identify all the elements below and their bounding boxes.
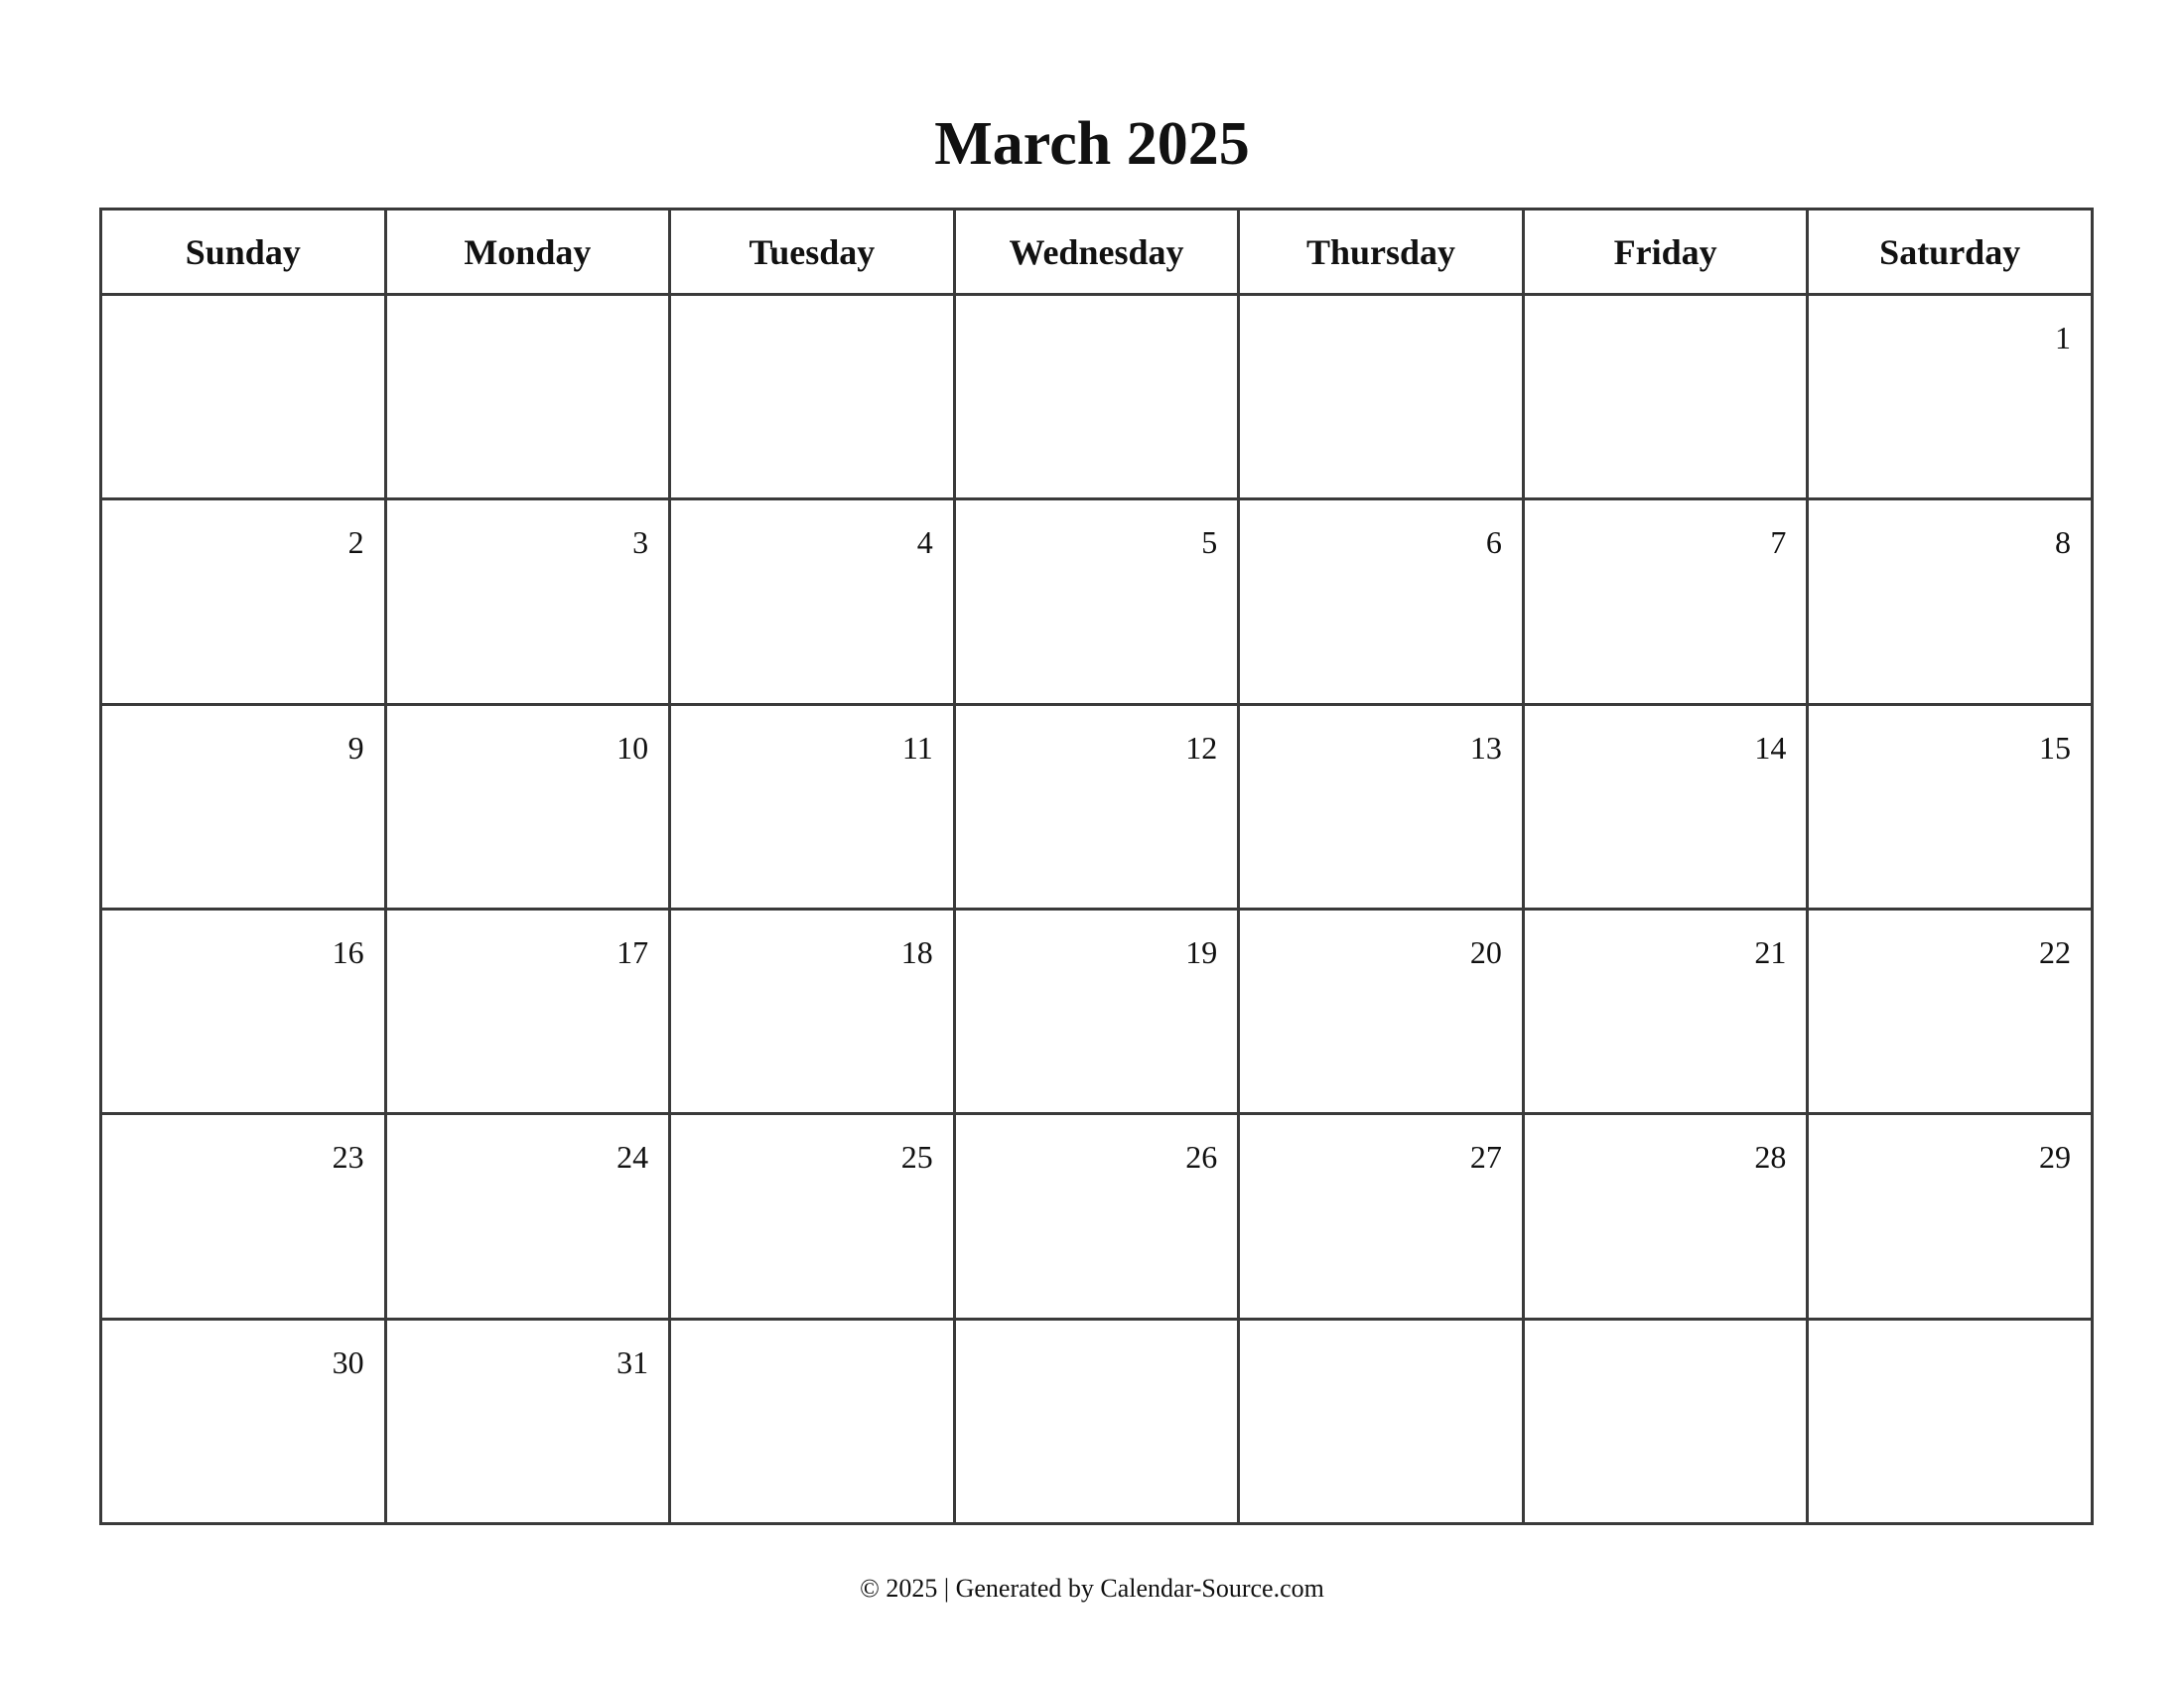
day-cell — [385, 1319, 670, 1523]
day-cell — [954, 1114, 1239, 1319]
calendar-title: March 2025 — [934, 110, 1250, 178]
day-number: 21 — [1754, 933, 1787, 970]
day-cell — [1808, 295, 2093, 499]
day-number: 20 — [1469, 933, 1502, 970]
week-row — [101, 499, 2093, 704]
day-number: 15 — [2039, 729, 2071, 766]
week-row — [101, 1114, 2093, 1319]
day-cell — [1239, 295, 1524, 499]
day-cell — [1808, 1319, 2093, 1523]
day-cell — [101, 295, 386, 499]
week-row — [101, 704, 2093, 909]
weekday-header: Sunday — [101, 210, 386, 295]
day-number — [102, 296, 384, 318]
day-number — [1240, 1321, 1522, 1342]
day-number — [956, 296, 1238, 318]
day-cell — [670, 909, 955, 1113]
day-number — [1525, 1321, 1807, 1342]
day-cell — [1239, 704, 1524, 909]
day-number — [671, 1321, 953, 1342]
day-cell — [1523, 295, 1808, 499]
day-number: 10 — [616, 729, 649, 766]
day-number: 19 — [1185, 933, 1218, 970]
day-number: 12 — [1185, 729, 1218, 766]
day-cell — [1808, 499, 2093, 704]
day-cell — [670, 1114, 955, 1319]
week-row — [101, 295, 2093, 499]
day-cell — [1523, 1319, 1808, 1523]
weekday-header: Friday — [1523, 210, 1808, 295]
weekday-header: Monday — [385, 210, 670, 295]
day-number: 27 — [1469, 1139, 1502, 1176]
day-number: 1 — [2055, 320, 2071, 355]
day-cell — [1239, 499, 1524, 704]
day-number: 14 — [1754, 729, 1787, 766]
day-cell — [670, 295, 955, 499]
weekday-header-row — [101, 210, 2093, 295]
day-number: 6 — [1485, 524, 1502, 561]
day-number — [387, 296, 669, 318]
day-cell — [954, 909, 1239, 1113]
day-number: 23 — [332, 1139, 364, 1176]
day-number: 5 — [1201, 524, 1218, 561]
day-cell — [385, 704, 670, 909]
day-number — [1240, 296, 1522, 318]
day-cell — [1523, 704, 1808, 909]
day-cell — [1239, 1114, 1524, 1319]
day-cell — [1523, 499, 1808, 704]
calendar-grid — [99, 208, 2094, 1525]
day-number: 17 — [616, 933, 649, 970]
day-cell — [954, 1319, 1239, 1523]
day-number: 29 — [2039, 1139, 2071, 1176]
day-number: 2 — [347, 524, 364, 561]
day-number: 24 — [616, 1139, 649, 1176]
day-cell — [1523, 909, 1808, 1113]
day-number: 11 — [901, 729, 933, 766]
week-row — [101, 909, 2093, 1113]
day-cell — [1239, 1319, 1524, 1523]
day-number — [956, 1321, 1238, 1342]
day-number: 25 — [900, 1139, 933, 1176]
day-cell — [101, 1114, 386, 1319]
day-cell — [385, 1114, 670, 1319]
weekday-header: Saturday — [1808, 210, 2093, 295]
day-number: 26 — [1185, 1139, 1218, 1176]
day-number: 7 — [1770, 524, 1787, 561]
day-number: 3 — [632, 524, 649, 561]
day-cell — [101, 909, 386, 1113]
day-cell — [670, 1319, 955, 1523]
week-row — [101, 1319, 2093, 1523]
day-cell — [385, 909, 670, 1113]
day-number: 30 — [332, 1343, 364, 1380]
day-number: 28 — [1754, 1139, 1787, 1176]
day-number: 22 — [2039, 933, 2071, 970]
day-number: 16 — [332, 933, 364, 970]
day-cell — [954, 295, 1239, 499]
weekday-header: Wednesday — [954, 210, 1239, 295]
day-number — [671, 296, 953, 318]
weekday-header: Tuesday — [670, 210, 955, 295]
day-cell — [954, 704, 1239, 909]
day-number: 13 — [1469, 729, 1502, 766]
day-cell — [670, 704, 955, 909]
day-cell — [1808, 1114, 2093, 1319]
day-number — [1809, 1321, 2091, 1342]
day-number: 4 — [916, 524, 933, 561]
day-number: 8 — [2055, 524, 2071, 561]
day-cell — [1808, 704, 2093, 909]
weekday-header: Thursday — [1239, 210, 1524, 295]
day-number: 18 — [900, 933, 933, 970]
day-cell — [954, 499, 1239, 704]
day-cell — [1239, 909, 1524, 1113]
day-number: 9 — [347, 729, 364, 766]
day-cell — [1523, 1114, 1808, 1319]
day-cell — [1808, 909, 2093, 1113]
day-cell — [670, 499, 955, 704]
day-cell — [385, 499, 670, 704]
day-cell — [385, 295, 670, 499]
day-number — [1525, 296, 1807, 318]
footer-credit: © 2025 | Generated by Calendar-Source.com — [860, 1574, 1324, 1603]
day-cell — [101, 704, 386, 909]
day-cell — [101, 499, 386, 704]
day-cell — [101, 1319, 386, 1523]
day-number: 31 — [616, 1343, 649, 1380]
